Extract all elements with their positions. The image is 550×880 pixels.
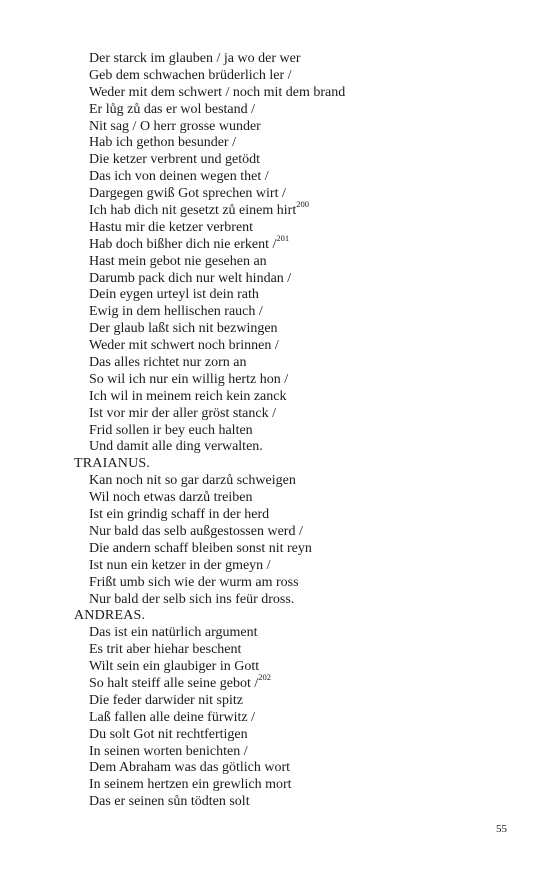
verse-line bbox=[74, 355, 345, 372]
line-text: In seinen worten benichten / bbox=[89, 743, 248, 759]
line-text: Hab ich gethon besunder / bbox=[89, 135, 236, 151]
verse-line bbox=[74, 199, 345, 220]
line-text: Die andern schaff bleiben sonst nit reyn bbox=[89, 540, 312, 556]
line-text: Ist nun ein ketzer in der gmeyn / bbox=[89, 557, 271, 573]
verse-line bbox=[74, 102, 345, 119]
line-text: Das alles richtet nur zorn an bbox=[89, 355, 247, 371]
verse-line bbox=[74, 524, 345, 541]
verse-line bbox=[74, 473, 345, 490]
verse-line bbox=[74, 439, 345, 456]
footnote-marker: 202 bbox=[258, 672, 272, 683]
verse-line bbox=[74, 372, 345, 389]
line-text: Und damit alle ding verwalten. bbox=[89, 439, 263, 455]
line-text: ANDREAS. bbox=[74, 608, 146, 624]
verse-line bbox=[74, 575, 345, 592]
verse-line bbox=[74, 659, 345, 676]
verse-line bbox=[74, 672, 345, 693]
line-text: Er lůg zů das er wol bestand / bbox=[89, 101, 256, 117]
line-text: Es trit aber hiehar beschent bbox=[89, 642, 242, 658]
line-text: Darumb pack dich nur welt hindan / bbox=[89, 270, 292, 286]
verse-line bbox=[74, 321, 345, 338]
line-text: Frid sollen ir bey euch halten bbox=[89, 422, 253, 438]
verse-line bbox=[74, 152, 345, 169]
verse-line bbox=[74, 777, 345, 794]
line-text: Das er seinen sůn tödten solt bbox=[89, 794, 250, 810]
verse-line bbox=[74, 541, 345, 558]
line-text: Weder mit schwert noch brinnen / bbox=[89, 338, 279, 354]
verse-line bbox=[74, 169, 345, 186]
line-text: Ist ein grindig schaff in der herd bbox=[89, 507, 270, 523]
verse-line bbox=[74, 338, 345, 355]
verse-line bbox=[74, 760, 345, 777]
line-text: Ich wil in meinem reich kein zanck bbox=[89, 388, 287, 404]
speaker-name bbox=[74, 608, 345, 625]
verse-line bbox=[74, 304, 345, 321]
line-text: Geb dem schwachen brüderlich ler / bbox=[89, 67, 292, 83]
verse-line bbox=[74, 135, 345, 152]
line-text: Die ketzer verbrent und getödt bbox=[89, 152, 261, 168]
line-text: Nur bald der selb sich ins feür dross. bbox=[89, 591, 295, 607]
line-text: Nur bald das selb außgestossen werd / bbox=[89, 523, 303, 539]
verse-line bbox=[74, 693, 345, 710]
line-text: Ewig in dem hellischen rauch / bbox=[89, 304, 263, 320]
footnote-marker: 200 bbox=[296, 199, 309, 210]
line-text: Ist vor mir der aller gröst stanck / bbox=[89, 405, 277, 421]
verse-line bbox=[74, 625, 345, 642]
verse-line bbox=[74, 727, 345, 744]
footnote-marker: 201 bbox=[276, 233, 290, 244]
line-text: Der starck im glauben / ja wo der wer bbox=[89, 51, 301, 66]
verse-line bbox=[74, 490, 345, 507]
line-text: TRAIANUS. bbox=[74, 456, 151, 472]
verse-line bbox=[74, 710, 345, 727]
page-number: 55 bbox=[496, 823, 507, 835]
line-text: Wil noch etwas darzů treiben bbox=[89, 490, 253, 506]
verse-line bbox=[74, 287, 345, 304]
line-text: Laß fallen alle deine fürwitz / bbox=[89, 709, 255, 725]
verse-text-block bbox=[74, 51, 345, 811]
verse-line bbox=[74, 389, 345, 406]
line-text: Hast mein gebot nie gesehen an bbox=[89, 253, 267, 269]
line-text: Wilt sein ein glaubiger in Gott bbox=[89, 659, 260, 675]
verse-line bbox=[74, 642, 345, 659]
verse-line bbox=[74, 794, 345, 811]
verse-line bbox=[74, 558, 345, 575]
verse-line bbox=[74, 592, 345, 609]
line-text: Nit sag / O herr grosse wunder bbox=[89, 118, 261, 134]
verse-line bbox=[74, 744, 345, 761]
line-text: Du solt Got nit rechtfertigen bbox=[89, 726, 248, 742]
line-text: Das ich von deinen wegen thet / bbox=[89, 169, 269, 185]
line-text: Weder mit dem schwert / noch mit dem brand bbox=[89, 84, 346, 100]
verse-line bbox=[74, 85, 345, 102]
verse-line bbox=[74, 406, 345, 423]
line-text: So wil ich nur ein willig hertz hon / bbox=[89, 371, 289, 387]
line-text: Der glaub laßt sich nit bezwingen bbox=[89, 321, 278, 337]
line-text: In seinem hertzen ein grewlich mort bbox=[89, 777, 292, 793]
verse-line bbox=[74, 68, 345, 85]
line-text: Das ist ein natürlich argument bbox=[89, 625, 258, 641]
line-text: Die feder darwider nit spitz bbox=[89, 692, 243, 708]
verse-line bbox=[74, 233, 345, 254]
line-text: So halt steiff alle seine gebot / bbox=[89, 675, 259, 691]
verse-line bbox=[74, 271, 345, 288]
line-text: Kan noch nit so gar darzů schweigen bbox=[89, 473, 296, 489]
verse-line bbox=[74, 119, 345, 136]
line-text: Dein eygen urteyl ist dein rath bbox=[89, 287, 259, 303]
line-text: Dargegen gwiß Got sprechen wirt / bbox=[89, 186, 286, 202]
line-text: Ich hab dich nit gesetzt zů einem hirt bbox=[89, 203, 297, 219]
speaker-name bbox=[74, 456, 345, 473]
verse-line bbox=[74, 51, 345, 68]
line-text: Frißt umb sich wie der wurm am ross bbox=[89, 574, 299, 590]
line-text: Dem Abraham was das götlich wort bbox=[89, 760, 291, 776]
verse-line bbox=[74, 507, 345, 524]
verse-line bbox=[74, 220, 345, 237]
verse-line bbox=[74, 423, 345, 440]
line-text: Hab doch bißher dich nie erkent / bbox=[89, 236, 277, 252]
line-text: Hastu mir die ketzer verbrent bbox=[89, 219, 254, 235]
verse-line bbox=[74, 254, 345, 271]
